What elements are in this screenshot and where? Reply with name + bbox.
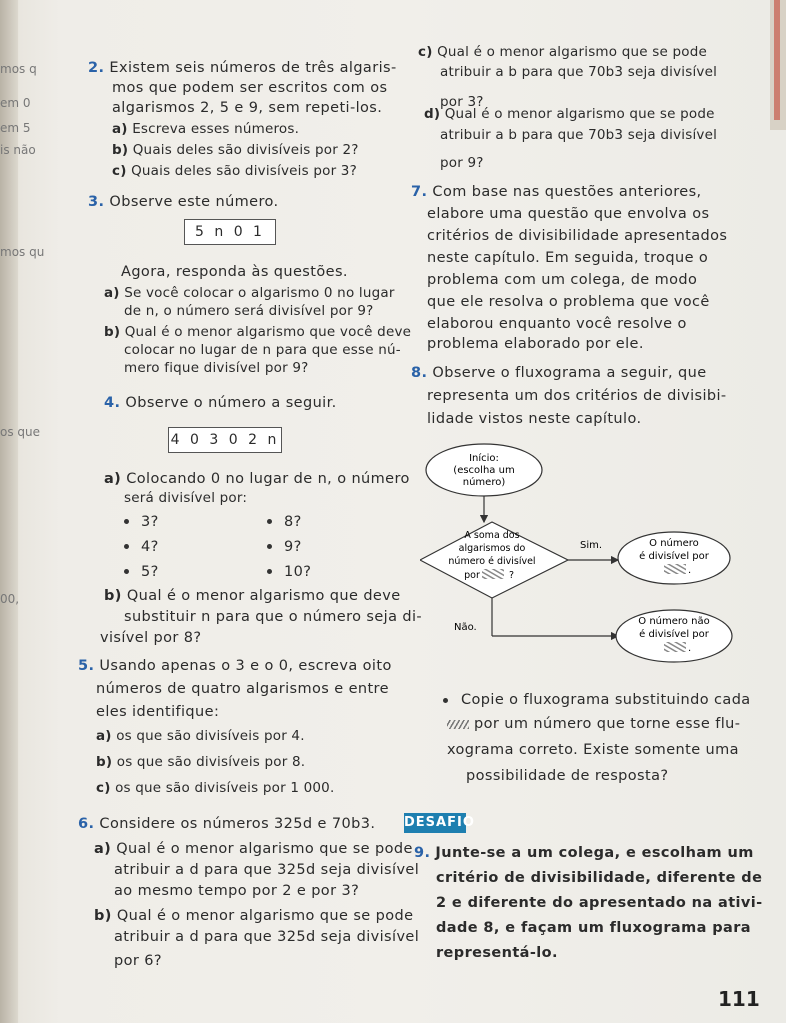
q5-item-a: a) os que são divisíveis por 4. [96, 728, 305, 744]
q4-option: 9? [284, 539, 302, 555]
q6-item-a-cont2: ao mesmo tempo por 2 e por 3? [114, 883, 360, 899]
q2-line1: 2. Existem seis números de três algaris- [88, 60, 397, 76]
blank-placeholder [482, 569, 504, 579]
bullet [267, 544, 272, 549]
q4-item-b-cont2: visível por 8? [100, 630, 202, 646]
flow-decision-text: A soma dos [464, 530, 520, 541]
q3-number-box: 5 n 0 1 [184, 219, 276, 245]
q6-item-c: c) Qual é o menor algarismo que se pode [418, 44, 707, 60]
q6-item-d-cont: atribuir a b para que 70b3 seja divisível [440, 127, 718, 143]
page-number: 111 [718, 987, 760, 1011]
q7-line1: 7. Com base nas questões anteriores, [411, 184, 702, 200]
q4-option: 5? [141, 564, 159, 580]
flow-result-text: é divisível por [639, 551, 709, 562]
margin-fragment: em 5 [0, 121, 31, 135]
q4-number-box: 4 0 3 0 2 n [168, 427, 282, 453]
q2-item-b: b) Quais deles são divisíveis por 2? [112, 142, 359, 158]
q8-task-line1: Copie o fluxograma substituindo cada [461, 692, 751, 708]
page-tab-marker [774, 0, 780, 120]
q6-intro: 6. Considere os números 325d e 70b3. [78, 816, 376, 832]
q5-item-c: c) os que são divisíveis por 1 000. [96, 780, 335, 796]
q6-item-a-cont: atribuir a d para que 325d seja divisível [114, 862, 420, 878]
q9-line: representá-lo. [436, 945, 558, 961]
q4-option: 4? [141, 539, 159, 555]
q8-task-line4: possibilidade de resposta? [466, 768, 669, 784]
q7-line: elabore uma questão que envolva os [427, 206, 710, 222]
margin-fragment: mos q [0, 62, 37, 76]
bullet [124, 569, 129, 574]
bullet [124, 519, 129, 524]
q4-option: 10? [284, 564, 312, 580]
q9-line: dade 8, e façam um fluxograma para [436, 920, 751, 936]
svg-text:.: . [688, 643, 692, 654]
q4-item-b-cont: substituir n para que o número seja di- [124, 609, 423, 625]
q9-line: 2 e diferente do apresentado na ativi- [436, 895, 763, 911]
q5-line2: números de quatro algarismos e entre [96, 681, 389, 697]
blank-placeholder [664, 642, 686, 652]
q6-item-c-cont: atribuir a b para que 70b3 seja divisível [440, 64, 718, 80]
q3-item-b-cont: colocar no lugar de n para que esse nú- [124, 342, 401, 358]
q8-line: representa um dos critérios de divisibi- [427, 388, 727, 404]
bullet [443, 698, 448, 703]
q6-item-c-cont2: por 3? [440, 94, 484, 110]
margin-fragment: mos qu [0, 245, 45, 259]
flow-start-text: (escolha um [453, 465, 515, 476]
flow-decision-text: número é divisível [448, 556, 536, 567]
q4-item-b: b) Qual é o menor algarismo que deve [104, 588, 401, 604]
q6-item-b-cont2: por 6? [114, 953, 162, 969]
svg-text:.: . [688, 565, 692, 576]
q2-line3: algarismos 2, 5 e 9, sem repeti-los. [112, 100, 383, 116]
q3-item-a: a) Se você colocar o algarismo 0 no lugar [104, 285, 395, 301]
q7-line: neste capítulo. Em seguida, troque o [427, 250, 709, 266]
q4-option: 3? [141, 514, 159, 530]
q4-option: 8? [284, 514, 302, 530]
bullet [124, 544, 129, 549]
q4-intro: 4. Observe o número a seguir. [104, 395, 337, 411]
flow-start-text: número) [462, 477, 506, 488]
q6-item-d-cont2: por 9? [440, 155, 484, 171]
blank-placeholder [664, 564, 686, 574]
flow-question-mark: ? [509, 570, 515, 581]
q7-line: problema elaborado por ele. [427, 336, 644, 352]
margin-fragment: os que [0, 425, 41, 439]
q2-line2: mos que podem ser escritos com os [112, 80, 388, 96]
q5-item-b: b) os que são divisíveis por 8. [96, 754, 306, 770]
flow-no-label: Não. [454, 622, 477, 633]
q6-item-b: b) Qual é o menor algarismo que se pode [94, 908, 414, 924]
q6-item-a: a) Qual é o menor algarismo que se pode [94, 841, 413, 857]
q3-item-a-cont: de n, o número será divisível por 9? [124, 303, 374, 319]
q9-line1: 9. Junte-se a um colega, e escolham um [414, 845, 754, 861]
q6-item-b-cont: atribuir a d para que 325d seja divisível [114, 929, 420, 945]
bullet [267, 569, 272, 574]
margin-fragment: is não [0, 143, 36, 157]
flow-result-text: é divisível por [639, 629, 709, 640]
flow-yes-label: Sim. [580, 540, 603, 551]
q3-item-b: b) Qual é o menor algarismo que você deve [104, 324, 412, 340]
flow-decision-text: por [464, 570, 480, 581]
blank-placeholder [447, 720, 469, 729]
q2-item-a: a) Escreva esses números. [112, 121, 300, 137]
q8-line: lidade vistos neste capítulo. [427, 411, 642, 427]
q7-line: que ele resolva o problema que você [427, 294, 710, 310]
q8-task-line2: por um número que torne esse flu- [447, 714, 740, 734]
divisibility-flowchart [420, 440, 740, 680]
q5-line3: eles identifique: [96, 704, 220, 720]
margin-fragment: 00, [0, 592, 20, 606]
q7-line: problema com um colega, de modo [427, 272, 698, 288]
q7-line: elaborou enquanto você resolve o [427, 316, 687, 332]
q4-item-a: a) Colocando 0 no lugar de n, o número [104, 471, 410, 487]
q3-item-b-cont2: mero fique divisível por 9? [124, 360, 309, 376]
flow-decision-text: algarismos do [458, 543, 526, 554]
flow-result-text: O número [649, 538, 699, 549]
q6-item-d: d) Qual é o menor algarismo que se pode [424, 106, 715, 122]
desafio-badge: DESAFIO [404, 813, 466, 833]
q9-line: critério de divisibilidade, diferente de [436, 870, 763, 886]
q5-line1: 5. Usando apenas o 3 e o 0, escreva oito [78, 658, 392, 674]
q8-line1: 8. Observe o fluxograma a seguir, que [411, 365, 707, 381]
q4-item-a-cont: será divisível por: [124, 490, 248, 506]
q7-line: critérios de divisibilidade apresentados [427, 228, 728, 244]
q3-prompt: Agora, responda às questões. [121, 264, 348, 280]
bullet [267, 519, 272, 524]
q3-intro: 3. Observe este número. [88, 194, 279, 210]
margin-fragment: em 0 [0, 96, 31, 110]
flow-result-text: O número não [638, 616, 710, 627]
flow-start-text: Início: [469, 453, 499, 464]
q8-task-line3: xograma correto. Existe somente uma [447, 742, 739, 758]
q2-item-c: c) Quais deles são divisíveis por 3? [112, 163, 357, 179]
